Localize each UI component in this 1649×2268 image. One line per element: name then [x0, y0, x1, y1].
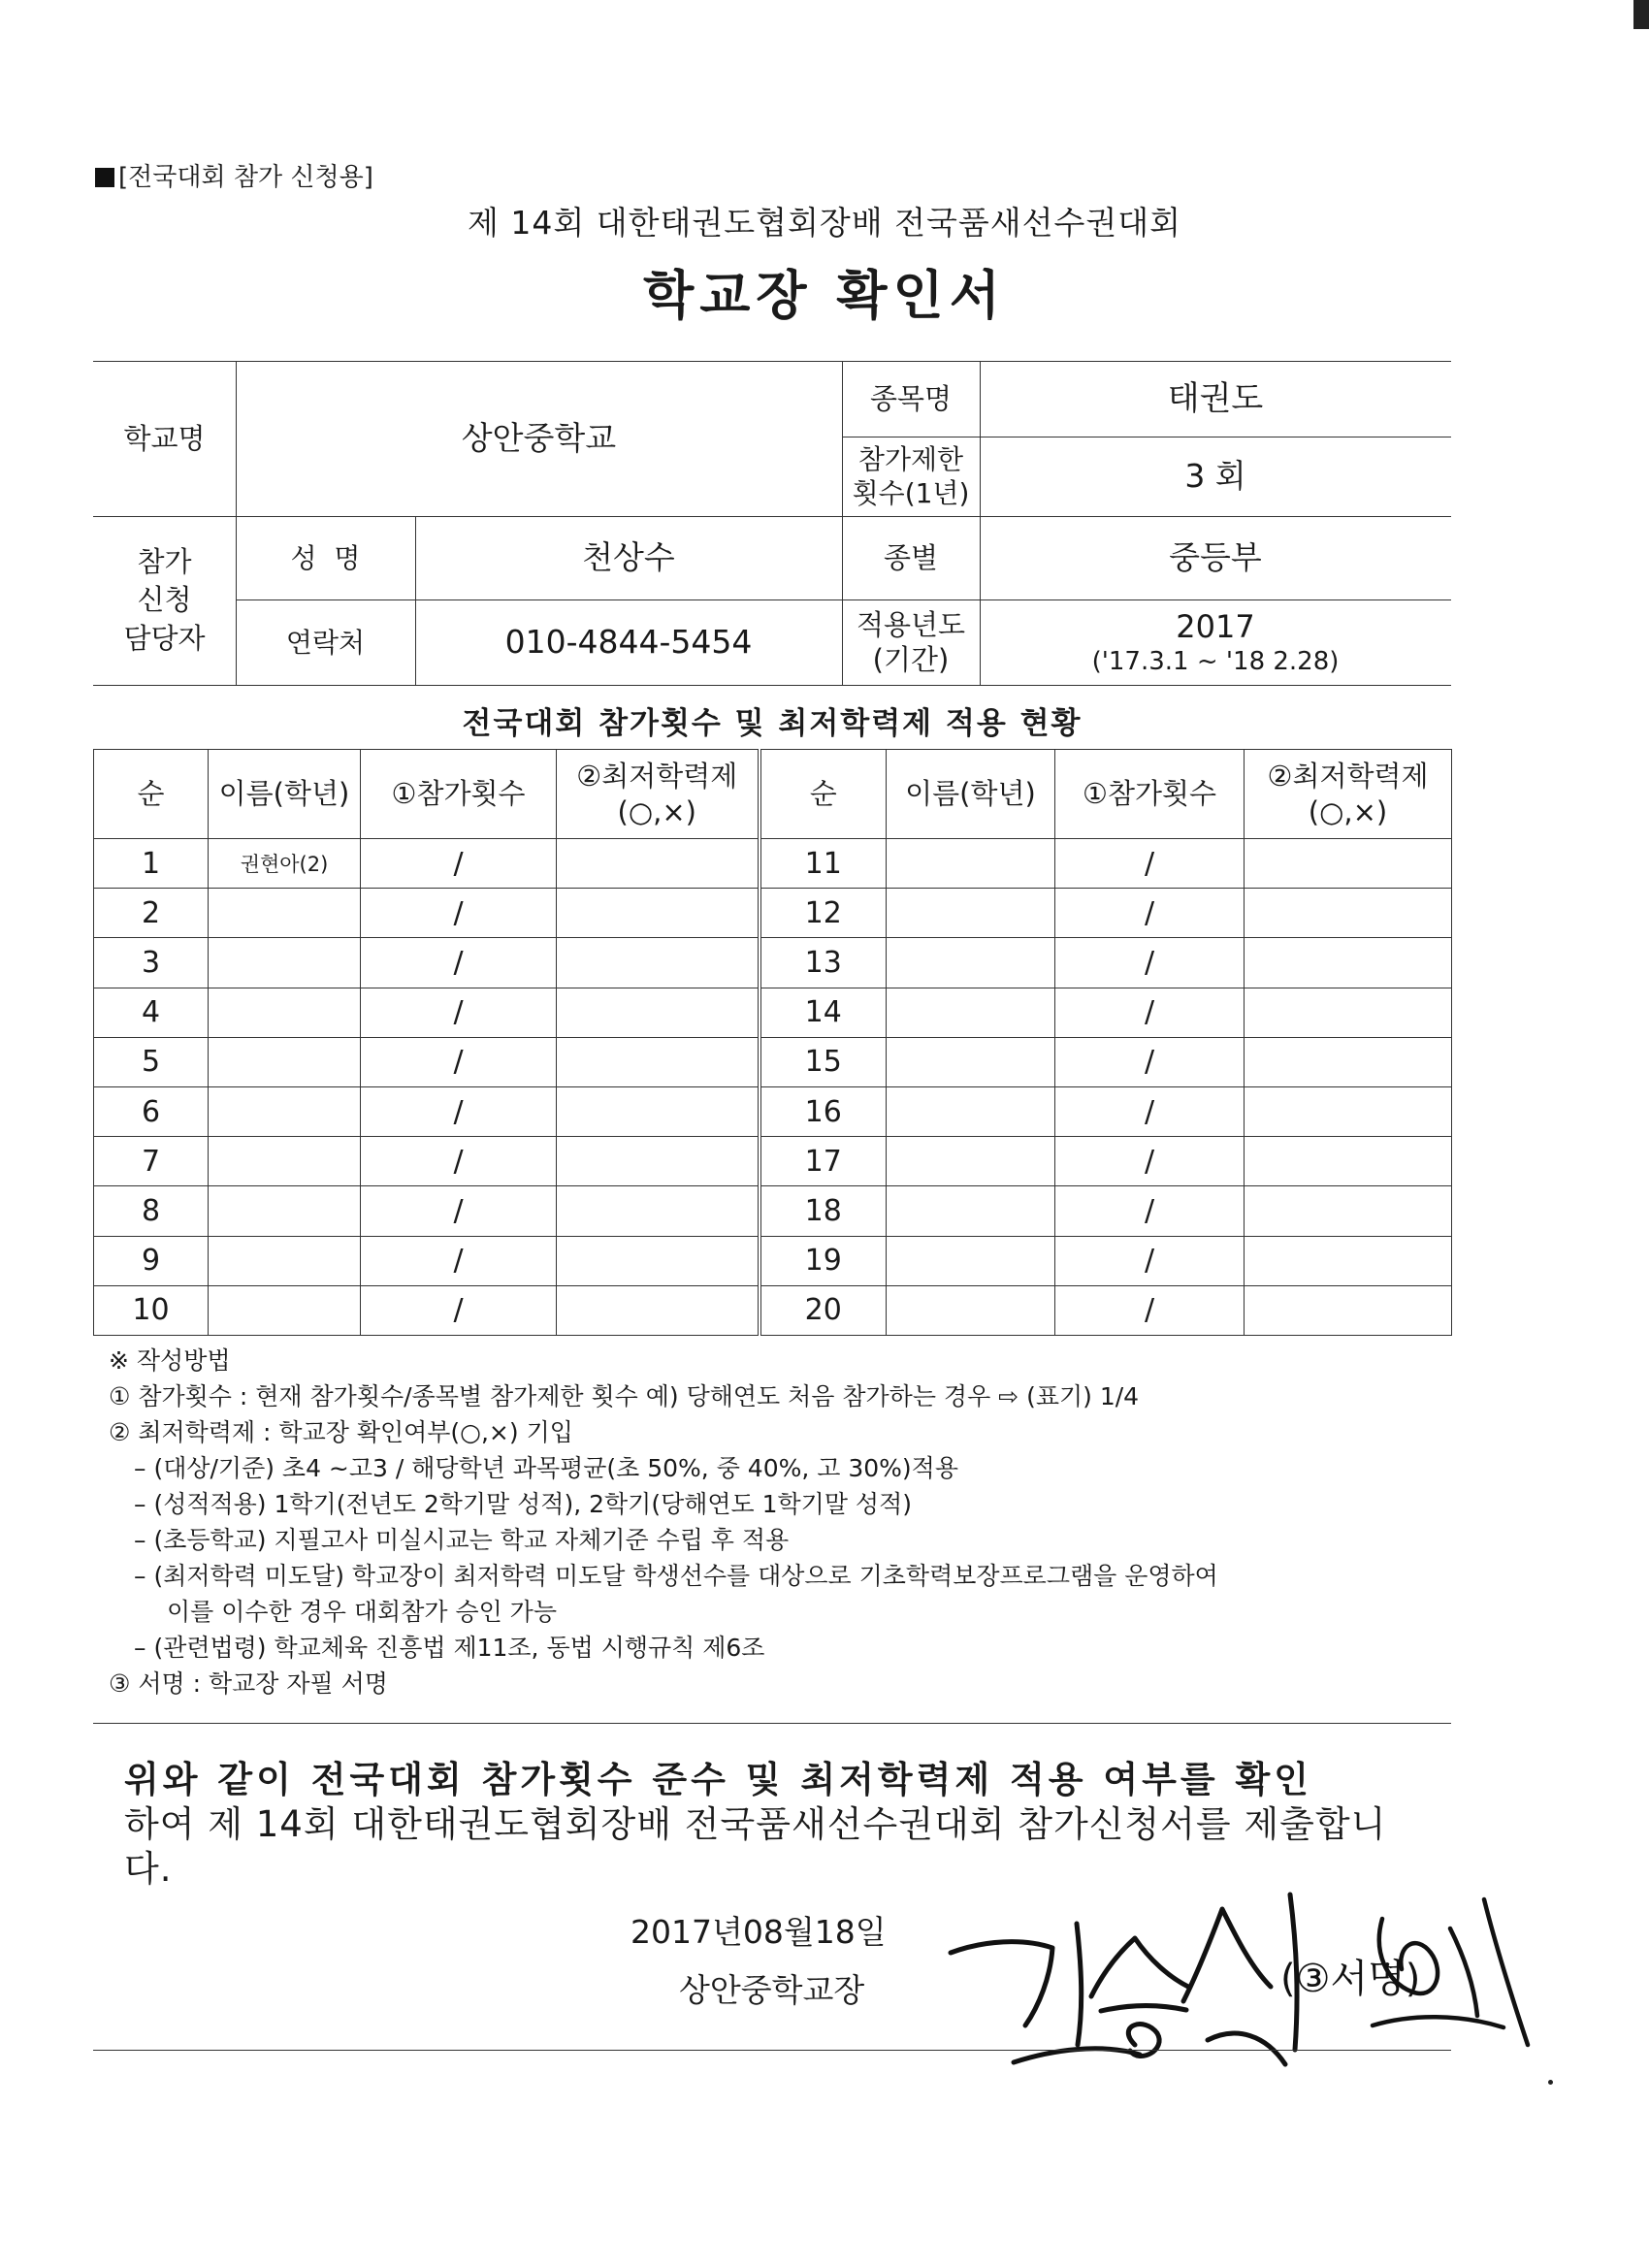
manager-label-line1: 참가: [137, 545, 192, 579]
divider: [93, 1723, 1451, 1724]
participation-count-cell: /: [1055, 988, 1245, 1037]
header-min-line1: ②최저학력제: [1267, 760, 1429, 794]
row-number: 13: [760, 938, 887, 988]
signature-stroke: [1101, 2006, 1186, 2011]
participation-count-cell: /: [361, 988, 557, 1037]
instruction-line: ① 참가횟수 : 현재 참가횟수/종목별 참가제한 횟수 예) 당해연도 처음 참가하는 경우 ⇨ (표기) 1/4: [109, 1382, 1140, 1410]
participation-table: [93, 749, 1452, 1336]
instruction-line: – (최저학력 미도달) 학교장이 최저학력 미도달 학생선수를 대상으로 기초학력보장프로그램을 운영하여: [134, 1562, 1218, 1590]
signature-stroke: [1091, 1938, 1188, 1996]
page-title: 학교장 확인서: [643, 265, 1006, 326]
header-min: [1245, 750, 1452, 839]
form-tag-text: [전국대회 참가 신청용]: [118, 163, 373, 192]
athlete-name-cell: [209, 889, 361, 938]
signature-stroke: [951, 1942, 1052, 2025]
participation-count-cell: /: [361, 889, 557, 938]
school-head-title: 상안중학교장: [679, 1971, 865, 2009]
min-standard-cell: [557, 988, 760, 1037]
instructions-heading: ※ 작성방법: [109, 1346, 231, 1375]
divider: [93, 2050, 1451, 2051]
participation-count-cell: /: [1055, 1186, 1245, 1236]
header-name: 이름(학년): [209, 750, 361, 839]
limit-label-line1: 참가제한: [857, 443, 964, 475]
athlete-name-cell: [209, 1285, 361, 1335]
min-standard-cell: [1245, 1037, 1452, 1086]
division-label: 종별: [883, 540, 939, 574]
header-name: 이름(학년): [887, 750, 1055, 839]
row-number: 5: [94, 1037, 209, 1086]
athlete-name-cell: [209, 1037, 361, 1086]
declaration-line: 하여 제 14회 대한태권도협회장배 전국품새선수권대회 참가신청서를 제출합니: [124, 1803, 1387, 1845]
athlete-name-cell: [209, 938, 361, 988]
division-value: 중등부: [1169, 538, 1262, 577]
row-number: 8: [94, 1186, 209, 1236]
min-standard-cell: [557, 839, 760, 889]
header-min-line2: (○,×): [1308, 794, 1388, 828]
table-row: [94, 889, 1452, 938]
min-standard-cell: [1245, 1137, 1452, 1186]
competition-title: 제 14회 대한태권도협회장배 전국품새선수권대회: [467, 204, 1182, 242]
year-value: [980, 599, 1451, 685]
participation-count-cell: /: [361, 1086, 557, 1136]
min-standard-cell: [1245, 1236, 1452, 1285]
instructions: [109, 1343, 1218, 1701]
participation-count-cell: /: [361, 1285, 557, 1335]
row-number: 3: [94, 938, 209, 988]
athlete-name-cell: 권현아(2): [209, 839, 361, 889]
min-standard-cell: [557, 1137, 760, 1186]
table-row: [94, 938, 1452, 988]
header-count: ①참가횟수: [1055, 750, 1245, 839]
table-row: [94, 1086, 1452, 1136]
divider: [93, 685, 1451, 686]
min-standard-cell: [1245, 938, 1452, 988]
instruction-line: ② 최저학력제 : 학교장 확인여부(○,×) 기입: [109, 1418, 573, 1446]
row-number: 7: [94, 1137, 209, 1186]
athlete-name-cell: [887, 1285, 1055, 1335]
header-no: 순: [94, 750, 209, 839]
table-row: [94, 1285, 1452, 1335]
row-number: 18: [760, 1186, 887, 1236]
min-standard-cell: [557, 1236, 760, 1285]
name-value: 천상수: [582, 538, 675, 577]
instruction-line: ③ 서명 : 학교장 자필 서명: [109, 1669, 388, 1698]
signature-image: [946, 1880, 1547, 2074]
form-tag: [95, 157, 373, 193]
athlete-name-cell: [209, 988, 361, 1037]
athlete-name-cell: [209, 1236, 361, 1285]
participation-count-cell: /: [1055, 1086, 1245, 1136]
row-number: 6: [94, 1086, 209, 1136]
athlete-name-cell: [887, 1186, 1055, 1236]
instruction-line: – (성적적용) 1학기(전년도 2학기말 성적), 2학기(당해연도 1학기말 성적): [134, 1490, 912, 1518]
min-standard-cell: [1245, 988, 1452, 1037]
header-min-line2: (○,×): [617, 794, 696, 828]
athlete-name-cell: [887, 938, 1055, 988]
row-number: 16: [760, 1086, 887, 1136]
signature-stroke: [1450, 1928, 1477, 2016]
min-standard-cell: [557, 1037, 760, 1086]
scan-edge-mark: [1633, 0, 1649, 29]
declaration: [124, 1758, 1424, 1892]
table-row: [94, 1037, 1452, 1086]
min-standard-cell: [1245, 1285, 1452, 1335]
min-standard-cell: [1245, 1186, 1452, 1236]
instruction-line: – (초등학교) 지필고사 미실시교는 학교 자체기준 수립 후 적용: [134, 1526, 790, 1554]
year-value-text: 2017: [1176, 607, 1255, 645]
table-row: [94, 1236, 1452, 1285]
participation-count-cell: /: [1055, 839, 1245, 889]
table-row: [94, 988, 1452, 1037]
manager-label: [93, 516, 236, 685]
athlete-name-cell: [887, 1086, 1055, 1136]
table-row: [94, 1186, 1452, 1236]
athlete-name-cell: [887, 988, 1055, 1037]
participation-count-cell: /: [361, 938, 557, 988]
school-value: 상안중학교: [461, 419, 617, 458]
athlete-name-cell: [209, 1137, 361, 1186]
participation-count-cell: /: [1055, 938, 1245, 988]
signature-stroke: [1077, 1924, 1082, 2045]
declaration-line: 위와 같이 전국대회 참가횟수 준수 및 최저학력제 적용 여부를 확인: [124, 1759, 1312, 1800]
row-number: 11: [760, 839, 887, 889]
limit-value: 3 회: [1184, 457, 1246, 496]
year-label-line2: (기간): [872, 643, 950, 676]
limit-label-line2: 횟수(1년): [852, 477, 970, 509]
participation-count-cell: /: [1055, 1236, 1245, 1285]
participation-count-cell: /: [361, 839, 557, 889]
row-number: 10: [94, 1285, 209, 1335]
row-number: 20: [760, 1285, 887, 1335]
table-row: [94, 1137, 1452, 1186]
min-standard-cell: [557, 1186, 760, 1236]
signature-stroke: [1128, 2025, 1159, 2057]
participation-count-cell: /: [361, 1186, 557, 1236]
manager-label-line2: 신청: [137, 583, 192, 617]
min-standard-cell: [557, 938, 760, 988]
min-standard-cell: [1245, 1086, 1452, 1136]
event-label: 종목명: [869, 381, 953, 415]
min-standard-cell: [557, 889, 760, 938]
table-header-row: [94, 750, 1452, 839]
min-standard-cell: [1245, 889, 1452, 938]
athlete-name-cell: [887, 1137, 1055, 1186]
name-label: 성 명: [290, 541, 361, 574]
school-label: 학교명: [123, 421, 206, 455]
instruction-line: – (관련법령) 학교체육 진흥법 제11조, 동법 시행규칙 제6조: [134, 1634, 765, 1662]
participation-count-cell: /: [1055, 1037, 1245, 1086]
contact-value: 010-4844-5454: [504, 623, 753, 662]
contact-label: 연락처: [285, 626, 366, 659]
period-value-text: ('17.3.1 ~ '18 2.28): [1091, 646, 1340, 676]
sign-note: (③서명): [1280, 1957, 1421, 2001]
row-number: 12: [760, 889, 887, 938]
row-number: 1: [94, 839, 209, 889]
event-value: 태권도: [1167, 378, 1264, 418]
participation-count-cell: /: [361, 1236, 557, 1285]
row-number: 14: [760, 988, 887, 1037]
participation-count-cell: /: [1055, 889, 1245, 938]
table-row: [94, 839, 1452, 889]
athlete-name-cell: [209, 1186, 361, 1236]
section-title: 전국대회 참가횟수 및 최저학력제 적용 현황: [462, 706, 1083, 741]
min-standard-cell: [557, 1285, 760, 1335]
instruction-line: – (대상/기준) 초4 ~고3 / 해당학년 과목평균(초 50%, 중 40%, 고 30%)적용: [134, 1454, 958, 1482]
athlete-name-cell: [887, 1236, 1055, 1285]
limit-label: [842, 437, 980, 516]
black-square-icon: [95, 168, 114, 187]
athlete-name-cell: [887, 889, 1055, 938]
min-standard-cell: [1245, 839, 1452, 889]
athlete-name-cell: [209, 1086, 361, 1136]
participation-count-cell: /: [1055, 1137, 1245, 1186]
declaration-line: 다.: [124, 1848, 173, 1890]
header-min: [557, 750, 760, 839]
athlete-name-cell: [887, 1037, 1055, 1086]
signature-stroke: [1373, 2017, 1504, 2027]
athlete-name-cell: [887, 839, 1055, 889]
min-standard-cell: [557, 1086, 760, 1136]
row-number: 2: [94, 889, 209, 938]
year-label-line1: 적용년도: [856, 607, 966, 641]
header-count: ①참가횟수: [361, 750, 557, 839]
year-label: [842, 599, 980, 685]
row-number: 19: [760, 1236, 887, 1285]
participation-count-cell: /: [361, 1137, 557, 1186]
instruction-line: 이를 이수한 경우 대회참가 승인 가능: [167, 1598, 557, 1626]
header-no: 순: [760, 750, 887, 839]
manager-label-line3: 담당자: [123, 621, 206, 655]
row-number: 15: [760, 1037, 887, 1086]
row-number: 17: [760, 1137, 887, 1186]
scan-dot: [1548, 2080, 1553, 2085]
row-number: 4: [94, 988, 209, 1037]
participation-count-cell: /: [361, 1037, 557, 1086]
participation-count-cell: /: [1055, 1285, 1245, 1335]
sign-date: 2017년08월18일: [630, 1913, 887, 1951]
header-min-line1: ②최저학력제: [576, 760, 738, 794]
row-number: 9: [94, 1236, 209, 1285]
signature-stroke: [1183, 1909, 1271, 2001]
